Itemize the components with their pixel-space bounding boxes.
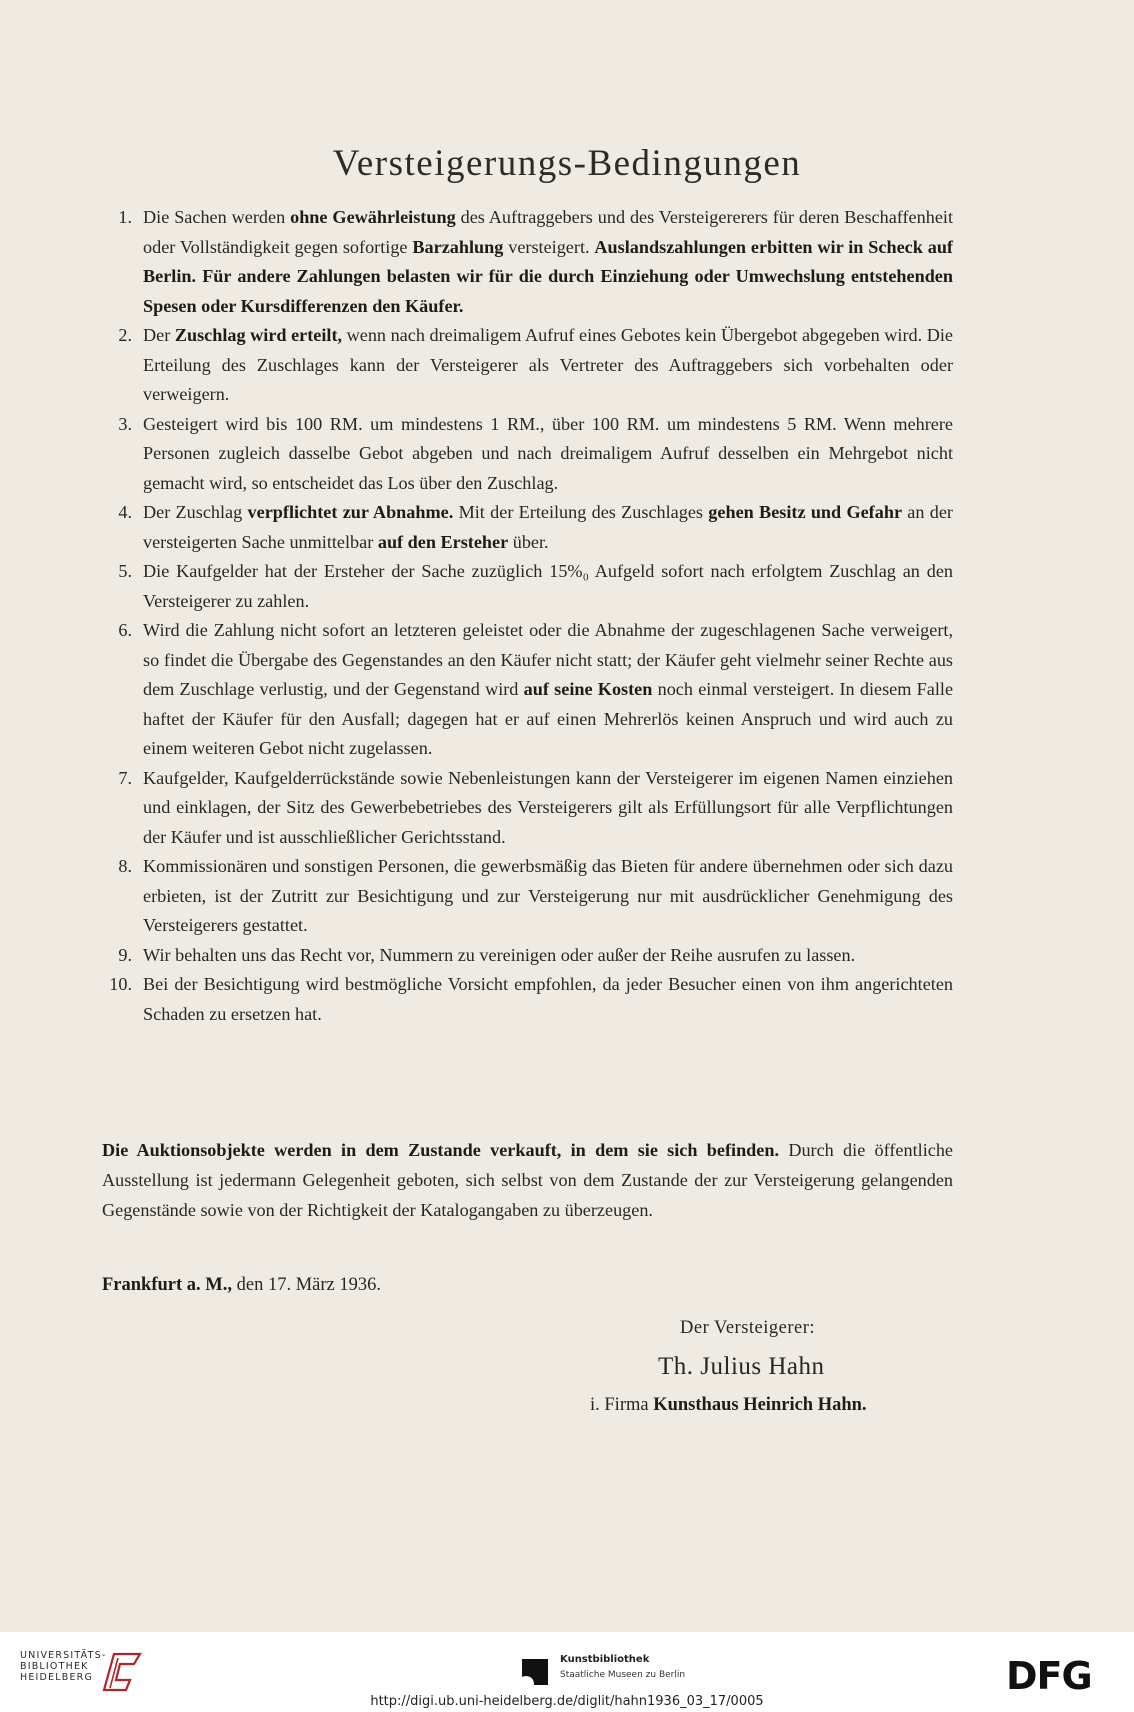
closing-text: Durch die öffentliche Ausstellung ist jedermann Gelegenheit geboten, sich selbst von dem Zustande der zur Versteigerung gelangenden Gegenstände sowie von der Richtigkeit der Katalogangaben zu überzeugen.	[102, 1140, 953, 1220]
condition-bold-text: Auslandszahlungen erbitten wir in Scheck auf Berlin. Für andere Zahlungen belasten wir für die durch Einziehung oder Umwechslung entstehenden Spesen oder Kursdifferenzen den Käufer.	[143, 236, 953, 316]
place-and-date	[102, 1275, 381, 1296]
condition-text: Kommissionären und sonstigen Personen, die gewerbsmäßig das Bieten für andere übernehmen oder sich dazu erbieten, ist der Zutritt zur Besichtigung und zur Versteigerung nur mit ausdrücklicher Genehmigung des Versteigerers gestattet.	[143, 856, 953, 935]
condition-bold-text: Barzahlung	[412, 236, 504, 257]
kunstbibliothek-logo[interactable]	[520, 1652, 720, 1692]
condition-item	[100, 498, 953, 557]
condition-bold-text: auf den Ersteher	[377, 531, 509, 552]
condition-number: 3.	[118, 413, 132, 434]
signer-firm-name: Kunsthaus Heinrich Hahn.	[653, 1395, 867, 1415]
condition-item	[100, 852, 953, 941]
condition-bold-text: verpflichtet zur Abnahme.	[247, 502, 454, 522]
condition-item	[100, 557, 953, 616]
signer-firm-prefix: i. Firma	[590, 1395, 654, 1415]
place: Frankfurt a. M.,	[102, 1275, 232, 1295]
condition-text: Wir behalten uns das Recht vor, Nummern zu vereinigen oder außer der Reihe ausrufen zu lassen.	[143, 944, 856, 965]
condition-number: 8.	[118, 856, 132, 876]
kunstbibliothek-subtitle: Staatliche Museen zu Berlin	[560, 1670, 686, 1680]
condition-bold-text: Zuschlag wird erteilt,	[174, 325, 343, 345]
condition-item	[100, 321, 953, 410]
condition-bold-text: auf seine Kosten	[523, 679, 653, 699]
ub-line: BIBLIOTHEK	[20, 1661, 89, 1672]
condition-text: noch einmal versteigert. In diesem Falle haftet der Käufer für den Ausfall; dagegen hat er auf einen Mehrerlös keinen Anspruch und wird auch zu einem weiteren Gebot nicht zugelassen.	[143, 679, 954, 758]
condition-number: 5.	[118, 561, 132, 581]
closing-bold-text: Die Auktionsobjekte werden in dem Zustande verkauft, in dem sie sich befinden.	[102, 1140, 780, 1160]
condition-text: Der	[143, 325, 175, 345]
ub-line: HEIDELBERG	[20, 1672, 94, 1683]
closing-paragraph	[102, 1135, 953, 1225]
condition-text: Mit der Erteilung des Zuschlages	[453, 502, 709, 522]
condition-text: wenn nach dreimaligem Aufruf eines Gebotes kein Übergebot abgegeben wird. Die Erteilung des Zuschlages kann der Versteigerer als Vertreter des Auftraggebers sich vorbehalten oder verweigern.	[143, 325, 953, 404]
university-library-text	[20, 1650, 106, 1683]
page-url-link[interactable]: http://digi.ub.uni-heidelberg.de/diglit/hahn1936_03_17/0005	[370, 1694, 764, 1709]
condition-item	[100, 941, 953, 971]
footer-bar	[0, 1632, 1134, 1712]
ub-line: UNIVERSITÄTS-	[20, 1650, 107, 1661]
signer-name: Th. Julius Hahn	[658, 1353, 825, 1380]
university-library-logo[interactable]	[20, 1650, 106, 1683]
date: den 17. März 1936.	[232, 1275, 381, 1295]
condition-text: Die Kaufgelder hat der Ersteher der Sache zuzüglich 15%₀ Aufgeld sofort nach erfolgtem Zuschlag an den Versteigerer zu zahlen.	[143, 561, 953, 611]
condition-text: an der versteigerten Sache unmittelbar	[143, 502, 953, 552]
kunstbibliothek-title: Kunstbibliothek	[560, 1654, 650, 1665]
condition-text: Die Sachen werden	[143, 207, 291, 227]
condition-number: 10.	[109, 974, 132, 994]
condition-item	[100, 764, 953, 853]
condition-number: 7.	[118, 767, 132, 788]
condition-text: Der Zuschlag	[143, 502, 248, 522]
signer-role: Der Versteigerer:	[680, 1318, 816, 1338]
condition-number: 4.	[118, 502, 132, 522]
condition-item	[100, 970, 953, 1029]
condition-text: über.	[508, 531, 549, 552]
page-title: Versteigerungs-Bedingungen	[332, 143, 802, 184]
condition-text: Wird die Zahlung nicht sofort an letzteren geleistet oder die Abnahme der zugeschlagenen Sache verweigert, so findet die Übergabe des Gegenstandes an den Käufer nicht statt; der Käufer geht vielmehr seiner Rechte aus dem Zuschlage verlustig, und der Gegenstand wird	[143, 620, 953, 699]
condition-number: 2.	[118, 325, 132, 345]
condition-bold-text: ohne Gewährleistung	[290, 207, 456, 227]
conditions-list	[100, 203, 953, 1029]
kunstbibliothek-mark-icon	[520, 1657, 550, 1687]
condition-text: Bei der Besichtigung wird bestmögliche Vorsicht empfohlen, da jeder Besucher einen von ihm angerichteten Schaden zu ersetzen hat.	[143, 974, 953, 1024]
condition-text: Gesteigert wird bis 100 RM. um mindestens 1 RM., über 100 RM. um mindestens 5 RM. Wenn mehrere Personen zugleich dasselbe Gebot abgeben und nach dreimaligem Aufruf desselben ein Mehrgebot nicht gemacht wird, so entscheidet das Los über den Zuschlag.	[143, 413, 953, 493]
condition-number: 6.	[118, 620, 132, 640]
condition-item	[100, 203, 953, 321]
ub-mark-icon	[100, 1650, 150, 1692]
condition-number: 1.	[118, 207, 132, 227]
condition-text: versteigert.	[503, 236, 595, 257]
condition-item	[100, 616, 953, 764]
condition-text: des Auftraggebers und des Versteigererers für deren Beschaffenheit oder Vollständigkeit gegen sofortige	[143, 207, 953, 257]
condition-bold-text: gehen Besitz und Gefahr	[708, 502, 903, 522]
signer-firm	[590, 1395, 867, 1416]
condition-number: 9.	[118, 944, 132, 965]
condition-text: Kaufgelder, Kaufgelderrückstände sowie Nebenleistungen kann der Versteigerer im eigenen Namen einziehen und einklagen, der Sitz des Gewerbebetriebes des Versteigerers gilt als Erfüllungsort für alle Verpflichtungen der Käufer und ist ausschließlicher Gerichtsstand.	[143, 767, 953, 847]
dfg-logo[interactable]: DFG	[1006, 1654, 1092, 1698]
condition-item	[100, 410, 953, 499]
